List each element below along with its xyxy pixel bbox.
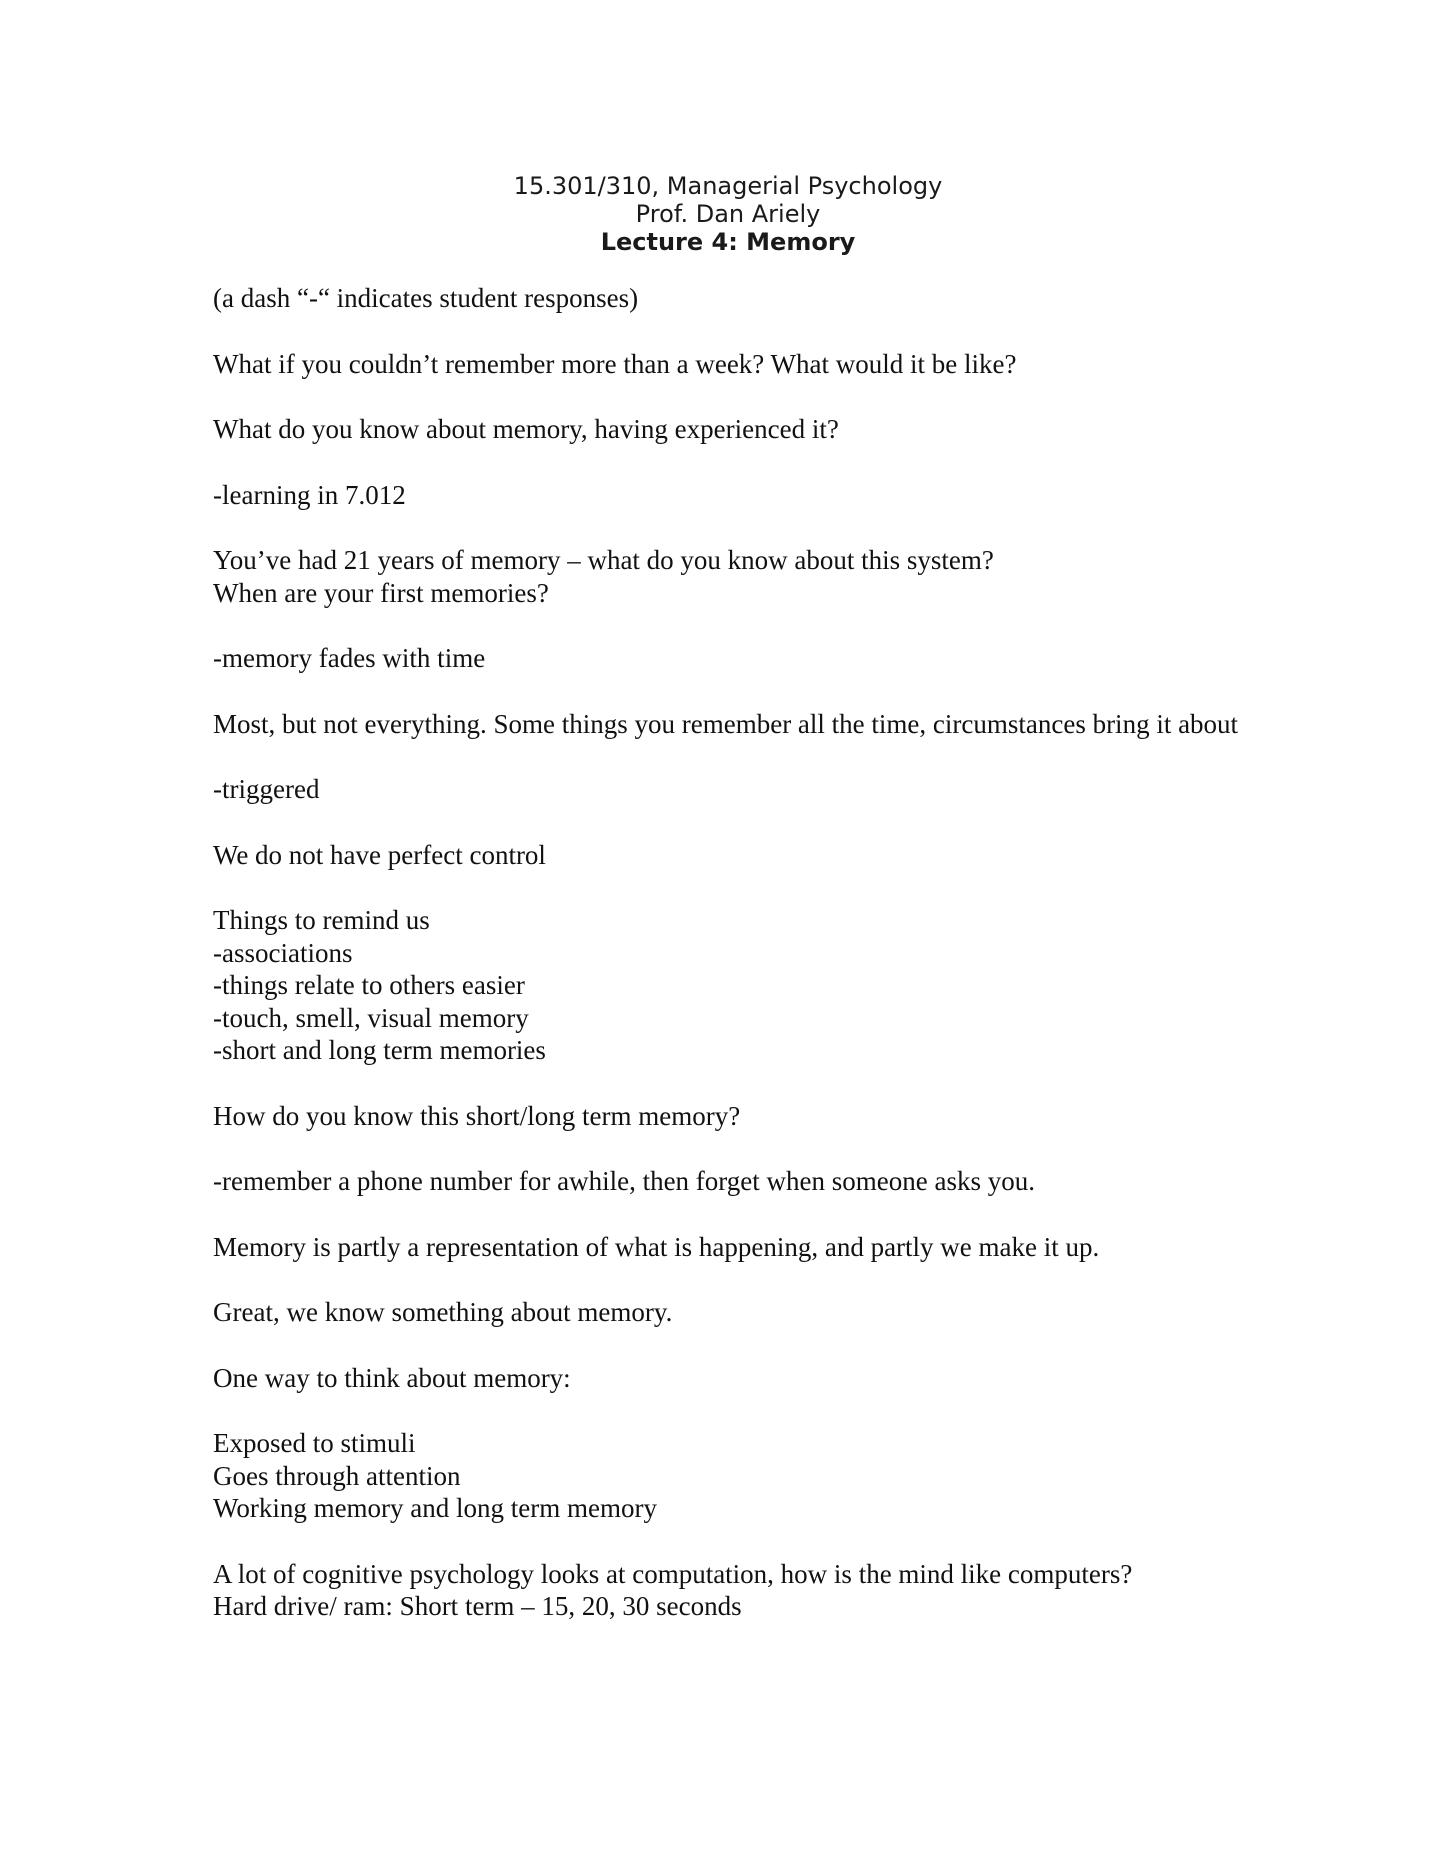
text-line: Things to remind us	[213, 905, 430, 935]
text-line: -memory fades with time	[213, 643, 486, 673]
text-line: -touch, smell, visual memory	[213, 1002, 529, 1033]
paragraph	[213, 1165, 1273, 1198]
paragraph	[213, 839, 1273, 872]
text-line: Working memory and long term memory	[213, 1493, 657, 1523]
text-line: Goes through attention	[213, 1460, 461, 1491]
paragraph	[213, 544, 1273, 609]
document-header	[0, 172, 1456, 256]
text-line: We do not have perfect control	[213, 839, 546, 870]
text-line: -short and long term memories	[213, 1035, 546, 1065]
paragraph	[213, 904, 1273, 1067]
paragraph	[213, 282, 1273, 315]
text-line: -learning in 7.012	[213, 479, 406, 510]
paragraph	[213, 348, 1273, 381]
course-title: 15.301/310, Managerial Psychology	[513, 172, 943, 200]
text-line: Exposed to stimuli	[213, 1428, 416, 1458]
text-line: You’ve had 21 years of memory – what do you know about this system?	[213, 545, 994, 575]
text-line: -things relate to others easier	[213, 970, 525, 1000]
paragraph	[213, 708, 1273, 741]
text-line: When are your first memories?	[213, 577, 549, 608]
paragraph	[213, 1231, 1273, 1264]
text-line: (a dash “-“ indicates student responses)	[213, 283, 639, 313]
text-line: Great, we know something about memory.	[213, 1297, 673, 1327]
text-line: Hard drive/ ram: Short term – 15, 20, 30 seconds	[213, 1591, 742, 1621]
paragraph	[213, 479, 1273, 512]
text-line: -associations	[213, 937, 353, 968]
paragraph	[213, 1427, 1273, 1525]
text-line: Memory is partly a representation of what is happening, and partly we make it up.	[213, 1231, 1100, 1262]
paragraph	[213, 642, 1273, 675]
paragraph	[213, 773, 1273, 806]
document-body	[213, 282, 1273, 1656]
professor-name: Prof. Dan Ariely	[635, 200, 821, 228]
text-line: What if you couldn’t remember more than a week? What would it be like?	[213, 348, 1017, 379]
lecture-title: Lecture 4: Memory	[600, 228, 856, 256]
text-line: One way to think about memory:	[213, 1362, 571, 1393]
text-line: What do you know about memory, having experienced it?	[213, 414, 839, 444]
paragraph	[213, 1558, 1273, 1623]
paragraph	[213, 413, 1273, 446]
paragraph	[213, 1362, 1273, 1395]
text-line: -triggered	[213, 774, 320, 804]
paragraph	[213, 1296, 1273, 1329]
text-line: How do you know this short/long term memory?	[213, 1100, 741, 1131]
text-line: -remember a phone number for awhile, then forget when someone asks you.	[213, 1166, 1035, 1196]
text-line: A lot of cognitive psychology looks at computation, how is the mind like computers?	[213, 1558, 1133, 1589]
text-line: Most, but not everything. Some things you remember all the time, circumstances bring it about	[213, 708, 1239, 739]
paragraph	[213, 1100, 1273, 1133]
